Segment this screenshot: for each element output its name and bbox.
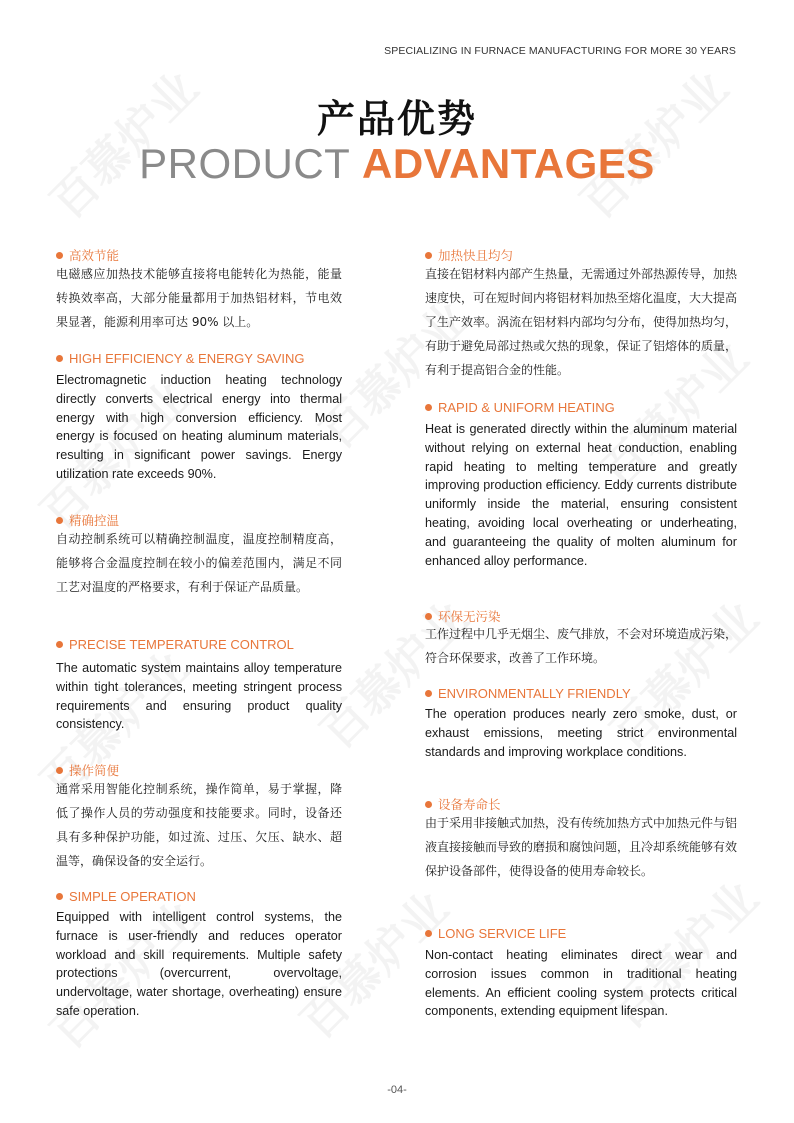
bullet-dot-icon: [56, 252, 63, 259]
section-heading-cn: 高效节能: [56, 246, 119, 264]
bullet-dot-icon: [425, 613, 432, 620]
section-heading-en: ENVIRONMENTALLY FRIENDLY: [425, 686, 631, 701]
section-heading-en: PRECISE TEMPERATURE CONTROL: [56, 637, 294, 652]
bullet-dot-icon: [56, 641, 63, 648]
section-text-cn: 工作过程中几乎无烟尘、废气排放，不会对环境造成污染，符合环保要求，改善了工作环境。: [425, 627, 738, 665]
section-text-cn: 通常采用智能化控制系统，操作简单，易于掌握，降低了操作人员的劳动强度和技能要求。同时，设备还具有多种保护功能，如过流、过压、欠压、缺水、超温等，确保设备的安全运行。: [56, 782, 342, 868]
page-title-cn: 产品优势: [316, 97, 477, 141]
section-text-en: The automatic system maintains alloy temperature within tight tolerances, meeting stringent process requirements and ensuring product quality consistency.: [56, 661, 342, 732]
section-text-cn: 由于采用非接触式加热，没有传统加热方式中加热元件与铝液直接接触而导致的磨损和腐蚀问题，且冷却系统能够有效保护设备部件，使得设备的使用寿命较长。: [425, 816, 738, 878]
bullet-dot-icon: [425, 801, 432, 808]
bullet-dot-icon: [56, 893, 63, 900]
section-heading-en: RAPID & UNIFORM HEATING: [425, 400, 615, 415]
section-text-en: Equipped with intelligent control systems, the furnace is user-friendly and reduces operator workload and skill requirements. Multiple safety protections (overcurrent, overvoltage, undervoltage, water shortage, overheating) ensure safe operation.: [56, 910, 342, 1018]
section-heading-cn: 加热快且均匀: [425, 246, 513, 264]
section-text-en: The operation produces nearly zero smoke, dust, or exhaust emissions, meeting strict environmental standards and improving workplace conditions.: [425, 707, 737, 759]
bullet-dot-icon: [425, 930, 432, 937]
section-heading-cn: 环保无污染: [425, 607, 501, 625]
page-title-en: [0, 138, 794, 190]
bullet-dot-icon: [56, 767, 63, 774]
bullet-dot-icon: [425, 252, 432, 259]
title-en-bold: ADVANTAGES: [362, 140, 655, 187]
header-tagline: SPECIALIZING IN FURNACE MANUFACTURING FOR MORE 30 YEARS: [384, 45, 736, 57]
section-text-cn: 直接在铝材料内部产生热量，无需通过外部热源传导，加热速度快，可在短时间内将铝材料加热至熔化温度，大大提高了生产效率。涡流在铝材料内部均匀分布，使得加热均匀，有助于避免局部过热或欠热的现象，保证了铝熔体的质量，有利于提高铝合金的性能。: [425, 267, 738, 377]
section-text-cn: 电磁感应加热技术能够直接将电能转化为热能，能量转换效率高，大部分能量都用于加热铝材料，节电效果显著，能源利用率可达 90% 以上。: [56, 267, 342, 329]
section-text-en: Electromagnetic induction heating technology directly converts electrical energy into thermal energy with high conversion efficiency. Most energy is focused on heating aluminum materials, resulting in significant power savings. Energy utilization rate exceeds 90%.: [56, 373, 342, 481]
section-heading-en: LONG SERVICE LIFE: [425, 926, 566, 941]
section-text-en: Heat is generated directly within the aluminum material without relying on external heat conduction, enabling rapid heating to melting temperature and greatly improving production efficiency. Eddy currents distribute uniformly inside the material, ensuring consistent heating, avoiding local overheating or underheating, and guaranteeing the quality of molten aluminum for enhanced alloy performance.: [425, 422, 737, 568]
bullet-dot-icon: [425, 690, 432, 697]
section-text-cn: 自动控制系统可以精确控制温度，温度控制精度高，能够将合金温度控制在较小的偏差范围内，满足不同工艺对温度的严格要求，有利于保证产品质量。: [56, 532, 342, 594]
section-heading-cn: 设备寿命长: [425, 795, 501, 813]
section-heading-cn: 操作简便: [56, 761, 119, 779]
bullet-dot-icon: [425, 404, 432, 411]
section-heading-en: SIMPLE OPERATION: [56, 889, 196, 904]
title-en-light: PRODUCT: [139, 140, 351, 187]
section-text-en: Non-contact heating eliminates direct wear and corrosion issues common in traditional heating elements. An efficient cooling system protects critical components, extending equipment lifespan.: [425, 948, 737, 1019]
bullet-dot-icon: [56, 355, 63, 362]
section-heading-en: HIGH EFFICIENCY & ENERGY SAVING: [56, 351, 305, 366]
page-number: -04-: [387, 1084, 407, 1096]
section-heading-cn: 精确控温: [56, 511, 119, 529]
bullet-dot-icon: [56, 517, 63, 524]
